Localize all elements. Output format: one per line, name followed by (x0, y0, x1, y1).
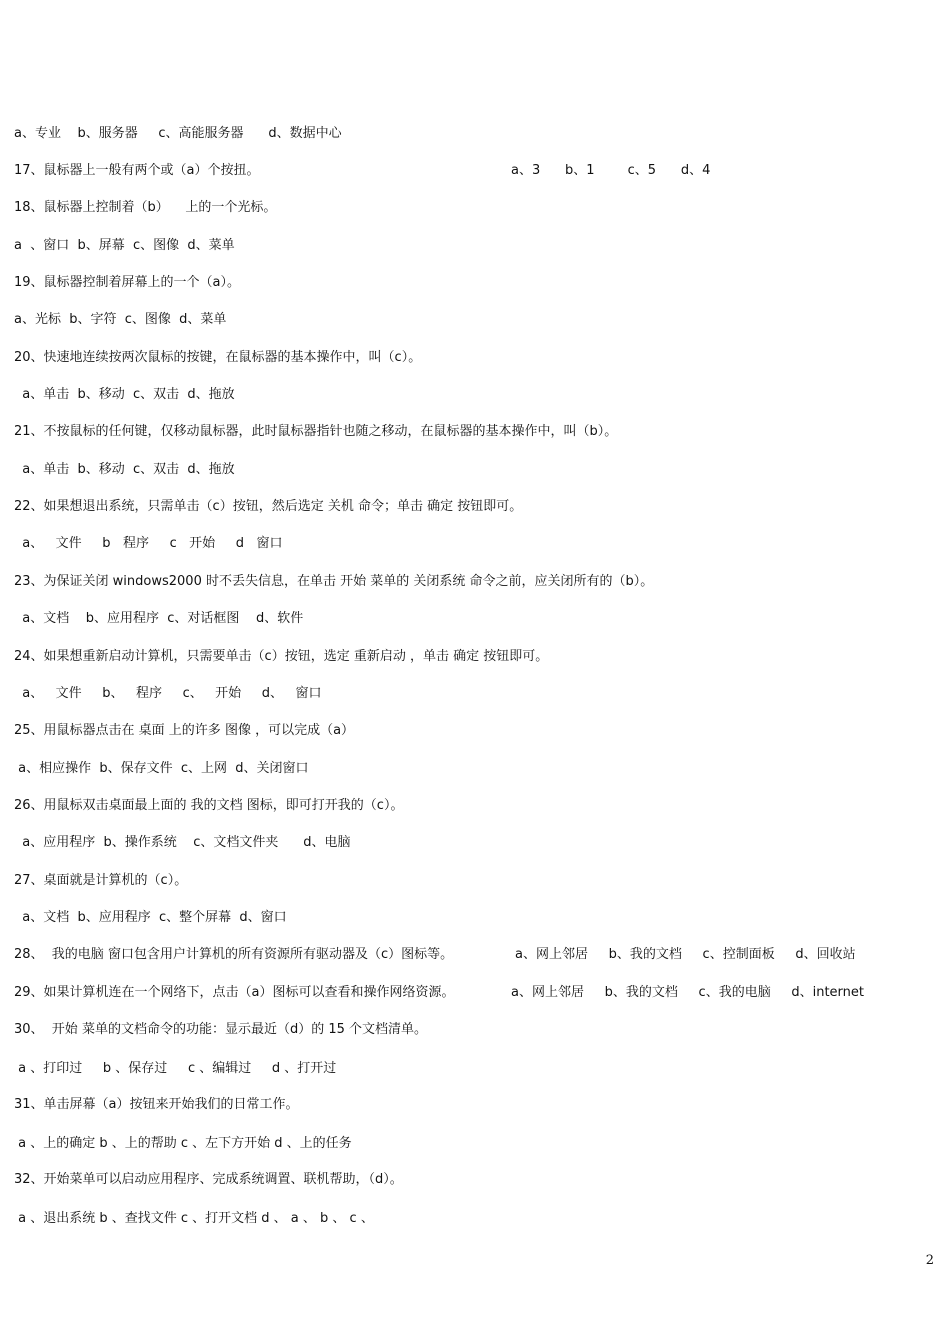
question-20: 20、快速地连续按两次鼠标的按键，在鼠标器的基本操作中，叫（c）。 (14, 350, 422, 365)
question-23-options: a、文档 b、应用程序 c、对话框图 d、软件 (14, 611, 304, 626)
question-29-options: a、网上邻居 b、我的文档 c、我的电脑 d、internet (511, 985, 864, 1000)
question-17-options: a、3 b、1 c、5 d、4 (511, 163, 711, 178)
question-21: 21、不按鼠标的任何键，仅移动鼠标器，此时鼠标器指针也随之移动，在鼠标器的基本操作中，叫（b）。 (14, 424, 618, 439)
question-29: 29、如果计算机连在一个网络下，点击（a）图标可以查看和操作网络资源。 (14, 985, 455, 1000)
question-25-options: a、相应操作 b、保存文件 c、上网 d、关闭窗口 (14, 761, 309, 776)
question-25: 25、用鼠标器点击在 桌面 上的许多 图像 ，可以完成（a） (14, 723, 355, 738)
question-18: 18、鼠标器上控制着（b） 上的一个光标。 (14, 200, 277, 215)
question-20-options: a、单击 b、移动 c、双击 d、拖放 (14, 387, 235, 402)
question-31: 31、单击屏幕（a）按钮来开始我们的日常工作。 (14, 1097, 299, 1112)
question-21-options: a、单击 b、移动 c、双击 d、拖放 (14, 462, 235, 477)
question-27-options: a、文档 b、应用程序 c、整个屏幕 d、窗口 (14, 910, 287, 925)
question-32: 32、开始菜单可以启动应用程序、完成系统调置、联机帮助，（d）。 (14, 1172, 403, 1187)
question-22-options: a、 文件 b 程序 c 开始 d 窗口 (14, 536, 283, 551)
question-30-options: a 、打印过 b 、保存过 c 、编辑过 d 、打开过 (14, 1061, 337, 1076)
question-27: 27、桌面就是计算机的（c）。 (14, 873, 188, 888)
question-28: 28、 我的电脑 窗口包含用户计算机的所有资源所有驱动器及（c）图标等。 (14, 947, 454, 962)
question-17: 17、鼠标器上一般有两个或（a）个按扭。 (14, 163, 260, 178)
question-26-options: a、应用程序 b、操作系统 c、文档文件夹 d、电脑 (14, 835, 351, 850)
question-24-options: a、 文件 b、 程序 c、 开始 d、 窗口 (14, 686, 322, 701)
question-19: 19、鼠标器控制着屏幕上的一个（a）。 (14, 275, 241, 290)
question-22: 22、如果想退出系统，只需单击（c）按钮，然后选定 关机 命令；单击 确定 按钮即可。 (14, 499, 523, 514)
question-28-options: a、网上邻居 b、我的文档 c、控制面板 d、回收站 (515, 947, 856, 962)
question-24: 24、如果想重新启动计算机，只需要单击（c）按钮，选定 重新启动 ，单击 确定 按钮即可。 (14, 649, 549, 664)
question-30: 30、 开始 菜单的文档命令的功能：显示最近（d）的 15 个文档清单。 (14, 1022, 427, 1037)
page-number: 2 (925, 1253, 934, 1268)
question-32-options: a 、退出系统 b 、查找文件 c 、打开文档 d 、 a 、 b 、 c 、 (14, 1211, 374, 1226)
question-23: 23、为保证关闭 windows2000 时不丢失信息，在单击 开始 菜单的 关闭系统 命令之前，应关闭所有的（b）。 (14, 574, 654, 589)
question-18-options: a 、窗口 b、屏幕 c、图像 d、菜单 (14, 238, 235, 253)
question-31-options: a 、上的确定 b 、上的帮助 c 、左下方开始 d 、上的任务 (14, 1136, 352, 1151)
question-19-options: a、光标 b、字符 c、图像 d、菜单 (14, 312, 227, 327)
question-16-options: a、专业 b、服务器 c、高能服务器 d、数据中心 (14, 126, 342, 141)
question-26: 26、用鼠标双击桌面最上面的 我的文档 图标，即可打开我的（c）。 (14, 798, 404, 813)
